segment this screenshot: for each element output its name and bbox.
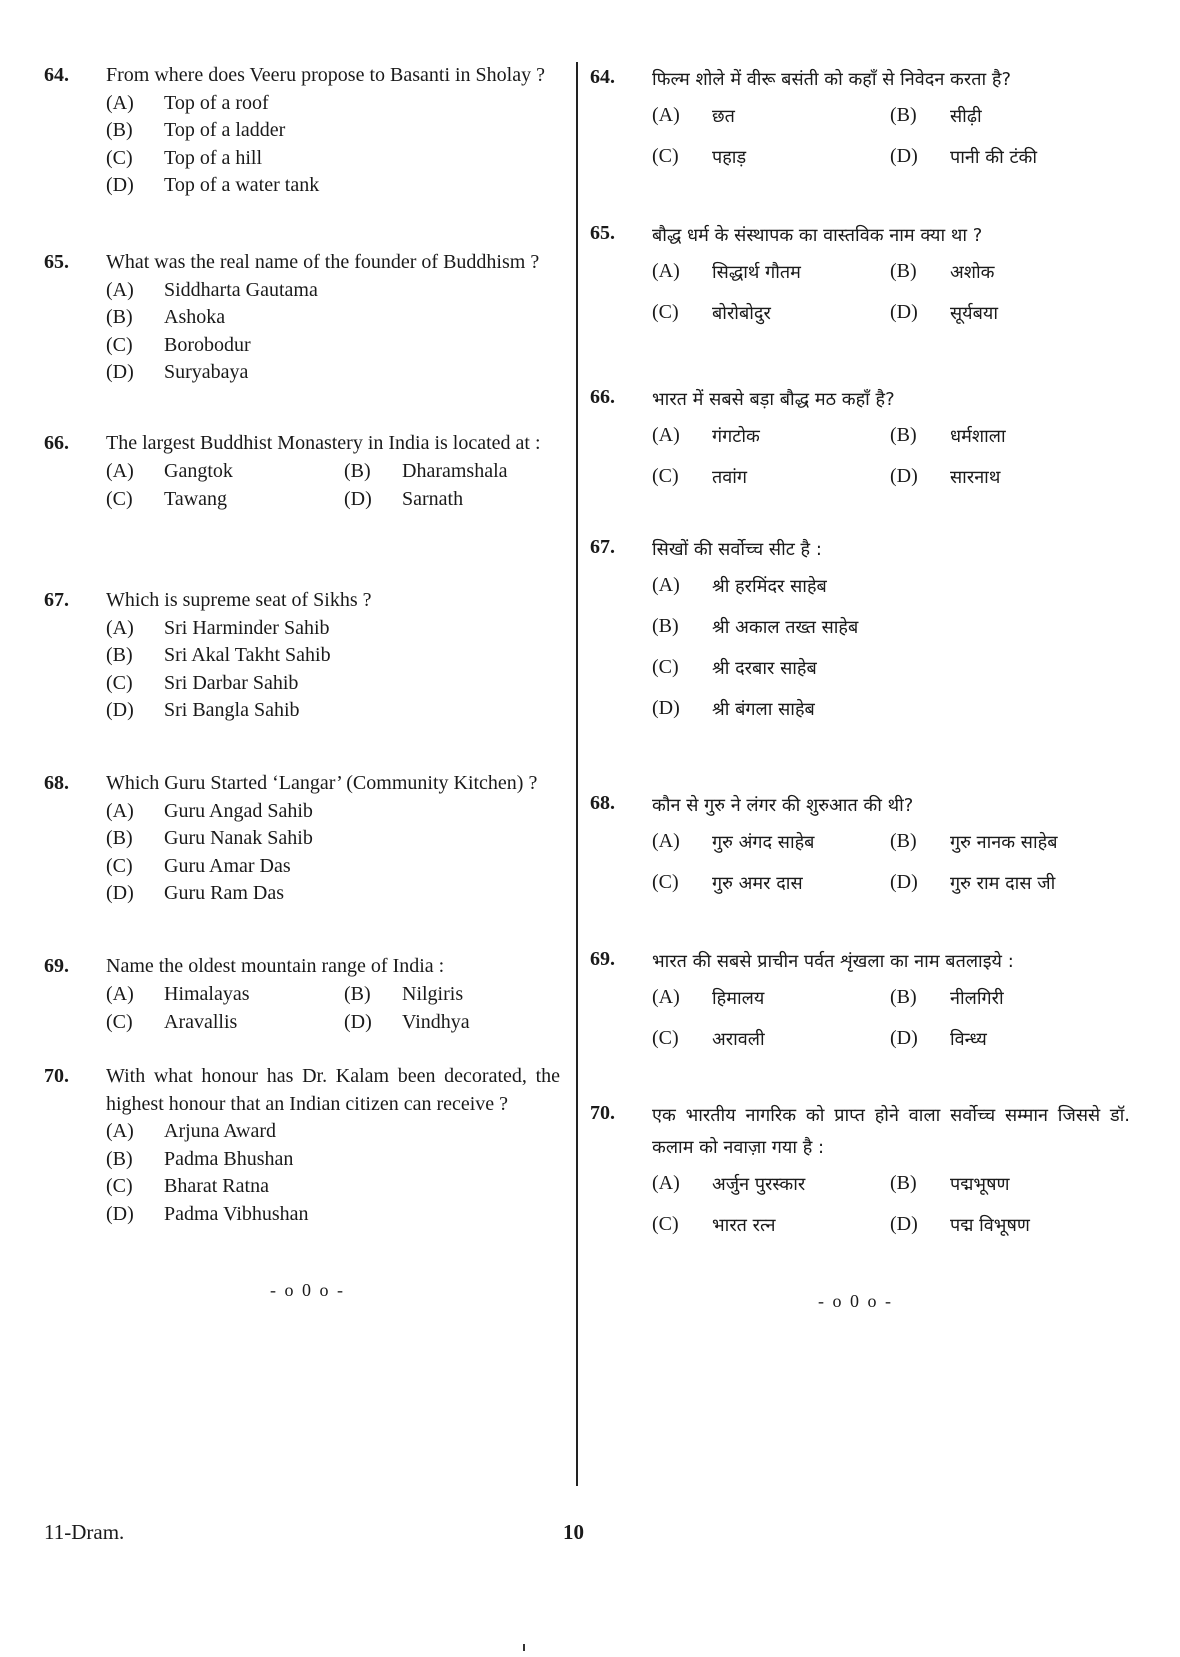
option-letter: (C) — [106, 146, 133, 169]
option-text: सूर्यबया — [950, 303, 998, 324]
options-row — [106, 458, 560, 486]
question-text: एक भारतीय नागरिक को प्राप्त होने वाला सर्वोच्च सम्मान जिससे डॉ. कलाम को नवाज़ा गया है : — [652, 1105, 1130, 1158]
question-text: From where does Veeru propose to Basanti in Sholay ? — [106, 64, 545, 86]
option-letter: (B) — [890, 424, 917, 446]
hindi-question-67 — [590, 534, 1130, 738]
question-68 — [44, 770, 560, 908]
margin-tick — [523, 1644, 525, 1651]
hindi-end-mark: - o 0 o - — [818, 1291, 893, 1311]
paper-code: 11-Dram. — [44, 1520, 125, 1544]
option-text: Guru Amar Das — [164, 854, 291, 877]
option — [652, 615, 1130, 656]
option-letter: (C) — [652, 656, 679, 678]
options-row — [106, 981, 560, 1009]
option — [106, 1201, 560, 1229]
option — [106, 853, 560, 881]
option-text: श्री अकाल तख्त साहेब — [712, 617, 859, 638]
option-letter: (C) — [106, 1175, 133, 1197]
option-letter: (D) — [106, 174, 134, 196]
options-row — [652, 465, 1130, 506]
hindi-question-69 — [590, 946, 1130, 1068]
option-letter: (B) — [890, 986, 917, 1008]
question-text: Which Guru Started ‘Langar’ (Community Kitchen) ? — [106, 772, 538, 794]
option-text: धर्मशाला — [950, 426, 1006, 447]
option-letter: (B) — [106, 119, 133, 141]
options-grid — [652, 424, 1130, 506]
option-text: श्री दरबार साहेब — [712, 658, 817, 679]
option-letter: (B) — [106, 1147, 133, 1170]
option-text: पानी की टंकी — [950, 147, 1038, 168]
option-letter: (C) — [652, 301, 679, 323]
option-text: Sri Harminder Sahib — [164, 616, 330, 639]
option-letter: (C) — [106, 854, 133, 877]
option-letter: (A) — [652, 1172, 680, 1194]
option-letter: (B) — [344, 982, 371, 1005]
option-text: Guru Ram Das — [164, 882, 284, 904]
option-letter: (D) — [890, 465, 918, 487]
option-letter: (D) — [106, 699, 134, 721]
option — [106, 304, 560, 332]
question-text: सिखों की सर्वोच्च सीट है : — [652, 539, 822, 560]
option-letter: (D) — [652, 697, 680, 719]
question-number: 67. — [44, 589, 69, 611]
option — [106, 697, 560, 725]
option-text: सीढ़ी — [950, 106, 982, 127]
option — [106, 359, 560, 387]
question-number: 64. — [590, 66, 615, 88]
option-letter: (D) — [890, 1027, 918, 1049]
options-grid — [652, 260, 1130, 342]
option — [106, 1146, 560, 1174]
option — [106, 1173, 560, 1201]
option-text: श्री बंगला साहेब — [712, 699, 815, 720]
question-number: 65. — [590, 222, 615, 244]
question-text: कौन से गुरु ने लंगर की शुरुआत की थी? — [652, 795, 914, 816]
option-letter: (A) — [106, 459, 134, 482]
option-letter: (C) — [652, 871, 679, 893]
option-letter: (B) — [344, 459, 371, 482]
option-letter: (B) — [652, 615, 679, 637]
option-letter: (A) — [652, 574, 680, 596]
option-letter: (B) — [106, 306, 133, 328]
option-text: नीलगिरी — [950, 988, 1004, 1009]
options-row — [652, 301, 1130, 342]
hindi-question-65 — [590, 220, 1130, 342]
question-number: 69. — [590, 948, 615, 970]
option-text: अर्जुन पुरस्कार — [712, 1174, 806, 1195]
option-text: अरावली — [712, 1029, 765, 1050]
option-letter: (C) — [652, 465, 679, 487]
hindi-question-70 — [590, 1100, 1130, 1254]
option — [106, 642, 560, 670]
option-letter: (C) — [652, 1213, 679, 1235]
option-text: भारत रत्न — [712, 1215, 776, 1236]
option-letter: (C) — [652, 1027, 679, 1049]
option-text: Bharat Ratna — [164, 1175, 269, 1197]
question-number: 70. — [590, 1102, 615, 1124]
options-row — [652, 260, 1130, 301]
option-text: Sarnath — [402, 487, 464, 510]
option-text: श्री हरमिंदर साहेब — [712, 576, 827, 597]
option-letter: (A) — [106, 799, 134, 822]
option-text: Padma Bhushan — [164, 1147, 294, 1170]
question-text: The largest Buddhist Monastery in India is located at : — [106, 432, 541, 454]
question-number: 66. — [590, 386, 615, 408]
option-text: Sri Bangla Sahib — [164, 699, 300, 721]
option-letter: (C) — [652, 145, 679, 167]
option-letter: (A) — [652, 830, 680, 852]
option-letter: (A) — [106, 1120, 134, 1142]
option-text: गुरु अमर दास — [712, 873, 803, 894]
option-text: गुरु नानक साहेब — [950, 832, 1058, 853]
option-letter: (B) — [106, 827, 133, 849]
options-grid — [652, 986, 1130, 1068]
option-text: Suryabaya — [164, 361, 249, 383]
option-text: Padma Vibhushan — [164, 1202, 309, 1225]
option-text: पहाड़ — [712, 147, 747, 168]
question-70 — [44, 1063, 560, 1228]
question-number: 68. — [590, 792, 615, 814]
options-row — [652, 1027, 1130, 1068]
options-grid — [652, 830, 1130, 912]
option — [106, 798, 560, 826]
option — [106, 90, 560, 118]
option-letter: (A) — [652, 104, 680, 126]
option-text: पद्मभूषण — [950, 1174, 1010, 1195]
options-row — [106, 486, 560, 514]
options-row — [652, 871, 1130, 912]
option-text: Top of a ladder — [164, 119, 286, 141]
question-66 — [44, 430, 560, 514]
option-text: Borobodur — [164, 333, 251, 356]
option-letter: (C) — [106, 487, 133, 510]
question-text: What was the real name of the founder of Buddhism ? — [106, 251, 540, 273]
option-text: सारनाथ — [950, 467, 1001, 488]
option-text: Ashoka — [164, 306, 226, 328]
question-number: 64. — [44, 64, 69, 86]
option — [106, 172, 560, 200]
options-row — [652, 104, 1130, 145]
option — [106, 825, 560, 853]
option — [106, 277, 560, 305]
question-65 — [44, 249, 560, 387]
question-number: 66. — [44, 432, 69, 454]
option-text: Vindhya — [402, 1010, 470, 1033]
question-text: फिल्म शोले में वीरू बसंती को कहाँ से निवेदन करता है? — [652, 69, 1011, 90]
options-grid — [652, 104, 1130, 186]
option-text: Dharamshala — [402, 459, 508, 482]
options-row — [652, 830, 1130, 871]
option-text: Tawang — [164, 487, 228, 510]
option-letter: (B) — [890, 260, 917, 282]
option-letter: (D) — [890, 871, 918, 893]
hindi-question-64 — [590, 64, 1130, 186]
option-text: Nilgiris — [402, 982, 464, 1005]
option-letter: (A) — [106, 982, 134, 1005]
question-64 — [44, 62, 560, 200]
option-letter: (C) — [106, 1010, 133, 1033]
options-row — [652, 145, 1130, 186]
option-letter: (D) — [890, 145, 918, 167]
option-letter: (B) — [890, 830, 917, 852]
options-grid — [652, 1172, 1130, 1254]
question-text: भारत की सबसे प्राचीन पर्वत शृंखला का नाम बतलाइये : — [652, 951, 1014, 972]
option-letter: (A) — [106, 91, 134, 114]
option — [106, 145, 560, 173]
options-list — [106, 90, 560, 200]
option-letter: (A) — [652, 260, 680, 282]
page-number: 10 — [563, 1520, 584, 1544]
option-letter: (A) — [652, 424, 680, 446]
option — [106, 880, 560, 908]
option-text: अशोक — [950, 262, 995, 283]
question-number: 70. — [44, 1065, 69, 1087]
question-number: 69. — [44, 955, 69, 977]
option — [106, 615, 560, 643]
option-text: Sri Akal Takht Sahib — [164, 644, 331, 666]
option — [106, 1118, 560, 1146]
option-text: Himalayas — [164, 982, 250, 1005]
options-row — [106, 1009, 560, 1037]
question-number: 65. — [44, 251, 69, 273]
english-end-mark: - o 0 o - — [270, 1280, 345, 1300]
options-list — [106, 1118, 560, 1228]
options-row — [652, 986, 1130, 1027]
options-list — [106, 277, 560, 387]
option-text: Top of a hill — [164, 146, 263, 169]
option-text: Arjuna Award — [164, 1120, 277, 1142]
option-text: बोरोबोदुर — [712, 303, 771, 324]
option-letter: (B) — [890, 104, 917, 126]
option-letter: (D) — [106, 1202, 134, 1225]
option-text: गुरु अंगद साहेब — [712, 832, 815, 853]
question-69 — [44, 953, 560, 1037]
options-row — [652, 1213, 1130, 1254]
option-letter: (A) — [106, 616, 134, 639]
option-text: Guru Angad Sahib — [164, 799, 313, 822]
option-text: Top of a roof — [164, 91, 269, 114]
question-number: 68. — [44, 772, 69, 794]
question-text: Which is supreme seat of Sikhs ? — [106, 589, 372, 611]
option-letter: (C) — [106, 333, 133, 356]
option-letter: (D) — [344, 487, 372, 510]
question-67 — [44, 587, 560, 725]
options-grid — [106, 458, 560, 514]
option-letter: (D) — [106, 882, 134, 904]
option-letter: (D) — [344, 1010, 372, 1033]
options-grid — [106, 981, 560, 1037]
option-letter: (A) — [106, 278, 134, 301]
option-letter: (B) — [106, 644, 133, 666]
option-text: Top of a water tank — [164, 174, 320, 196]
option-text: सिद्धार्थ गौतम — [712, 262, 801, 283]
option-letter: (B) — [890, 1172, 917, 1194]
options-list — [106, 615, 560, 725]
option-text: Guru Nanak Sahib — [164, 827, 313, 849]
question-text: भारत में सबसे बड़ा बौद्ध मठ कहाँ है? — [652, 389, 895, 410]
option-text: विन्ध्य — [950, 1029, 987, 1050]
hindi-question-68 — [590, 790, 1130, 912]
option — [652, 697, 1130, 738]
column-divider — [576, 62, 578, 1486]
question-text: बौद्ध धर्म के संस्थापक का वास्तविक नाम क्या था ? — [652, 225, 983, 246]
option-text: गुरु राम दास जी — [950, 873, 1056, 894]
options-row — [652, 424, 1130, 465]
option-text: तवांग — [712, 467, 748, 488]
option — [106, 332, 560, 360]
option-letter: (D) — [890, 1213, 918, 1235]
option — [106, 117, 560, 145]
option-text: गंगटोक — [712, 426, 760, 447]
option — [652, 574, 1130, 615]
option-letter: (D) — [890, 301, 918, 323]
option-letter: (D) — [106, 361, 134, 383]
option-letter: (C) — [106, 671, 133, 694]
option-text: छत — [712, 106, 735, 127]
options-list — [106, 798, 560, 908]
option-text: पद्म विभूषण — [950, 1215, 1030, 1236]
question-number: 67. — [590, 536, 615, 558]
question-text: With what honour has Dr. Kalam been decorated, the highest honour that an Indian citizen can receive ? — [106, 1065, 560, 1115]
option — [106, 670, 560, 698]
option — [652, 656, 1130, 697]
option-text: हिमालय — [712, 988, 765, 1009]
option-text: Sri Darbar Sahib — [164, 671, 299, 694]
question-text: Name the oldest mountain range of India : — [106, 955, 445, 977]
option-text: Gangtok — [164, 459, 233, 482]
options-row — [652, 1172, 1130, 1213]
options-grid — [652, 574, 1130, 738]
hindi-question-66 — [590, 384, 1130, 506]
option-text: Aravallis — [164, 1010, 238, 1033]
option-text: Siddharta Gautama — [164, 278, 318, 301]
option-letter: (A) — [652, 986, 680, 1008]
